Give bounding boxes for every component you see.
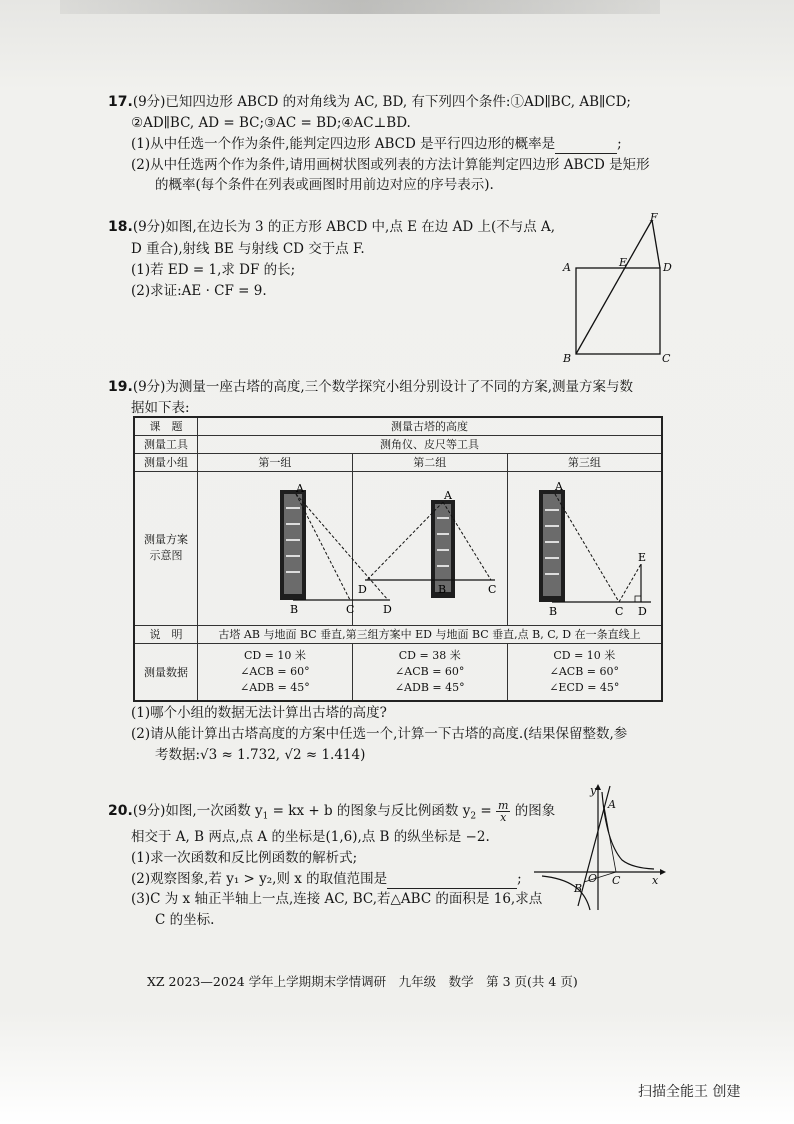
q17-line5: 的概率(每个条件在列表或画图时用前边对应的序号表示). [155, 177, 494, 193]
label-C: C [615, 604, 624, 618]
q17-line1: 17.(9分)已知四边形 ABCD 的对角线为 AC, BD, 有下列四个条件:①AD∥BC, AB∥CD; [108, 94, 631, 110]
label-C: C [487, 582, 497, 596]
scan-shadow [60, 0, 660, 14]
label-A: A [563, 261, 571, 274]
label-A: A [608, 798, 616, 811]
right-angle-mark [635, 596, 641, 602]
cell-group2: 第二组 [352, 453, 507, 471]
cell-topic: 测量古塔的高度 [198, 417, 663, 435]
table-row [134, 435, 662, 453]
cell-data-group3: CD = 10 米 ∠ACB = 60° ∠ECD = 45° [507, 643, 662, 701]
cell-scheme-group3 [507, 471, 662, 625]
q18-line3: (1)若 ED = 1,求 DF 的长; [131, 262, 296, 278]
q19-number: 19. [108, 379, 133, 395]
cell-data-header: 测量数据 [134, 643, 198, 701]
table-row [134, 643, 662, 701]
label-E: E [638, 550, 647, 564]
q19-line4: (2)请从能计算出古塔高度的方案中任选一个,计算一下古塔的高度.(结果保留整数,参 [131, 726, 628, 742]
cell-note: 古塔 AB 与地面 BC 垂直,第三组方案中 ED 与地面 BC 垂直,点 B, C, D 在一条直线上 [198, 625, 663, 643]
scheme-figure-group1 [200, 472, 392, 622]
answer-blank [387, 870, 517, 889]
page-footer: XZ 2023—2024 学年上学期期末学情调研 九年级 数学 第 3 页(共 4 页) [147, 974, 578, 989]
cell-group3: 第三组 [507, 453, 662, 471]
label-B: B [563, 352, 572, 365]
cell-tools: 测角仪、皮尺等工具 [198, 435, 663, 453]
q18-line4: (2)求证:AE · CF = 9. [131, 283, 267, 299]
label-C: C [612, 874, 621, 887]
scheme-figure-group3 [509, 472, 659, 622]
cell-scheme-group2 [352, 471, 507, 625]
q19-line2: 据如下表: [131, 400, 190, 416]
label-O: O [588, 872, 598, 885]
hyperbola-branch-q3 [542, 876, 590, 910]
cell-tools-header: 测量工具 [134, 435, 198, 453]
q20-function-graph [532, 782, 667, 912]
x-axis-arrow [660, 869, 666, 875]
q18-square-figure [560, 210, 675, 365]
label-D: D [357, 582, 367, 596]
q18-line1: 18.(9分)如图,在边长为 3 的正方形 ABCD 中,点 E 在边 AD 上(不与点 A, [108, 219, 556, 235]
label-y: y [590, 784, 597, 797]
label-B: B [549, 604, 558, 618]
q20-line2: 相交于 A, B 两点,点 A 的坐标是(1,6),点 B 的纵坐标是 −2. [131, 829, 490, 845]
label-B: B [437, 582, 446, 596]
q20-line6: C 的坐标. [155, 912, 215, 928]
q20-line4: (2)观察图象,若 y₁ > y₂,则 x 的取值范围是 ; [131, 871, 522, 887]
label-A: A [443, 488, 452, 502]
table-row [134, 625, 662, 643]
q19-line1: 19.(9分)为测量一座古塔的高度,三个数学探究小组分别设计了不同的方案,测量方案与数 [108, 379, 634, 395]
label-B: B [574, 882, 583, 895]
q18-number: 18. [108, 219, 133, 235]
cell-scheme-group1 [198, 471, 392, 625]
answer-blank [555, 135, 617, 154]
q19-line3: (1)哪个小组的数据无法计算出古塔的高度? [131, 705, 387, 721]
label-x: x [652, 874, 659, 887]
scheme-figure-group2 [355, 472, 505, 622]
cell-data-group1: CD = 10 米 ∠ACB = 60° ∠ADB = 45° [198, 643, 353, 701]
label-E: E [619, 256, 628, 269]
measurement-table [133, 416, 663, 702]
label-C: C [662, 352, 671, 365]
q18-line2: D 重合),射线 BE 与射线 CD 交于点 F. [131, 241, 365, 257]
segment-fd [652, 220, 660, 268]
label-D: D [663, 261, 672, 274]
q17-number: 17. [108, 94, 133, 110]
label-C: C [345, 602, 355, 616]
q17-line3: (1)从中任选一个作为条件,能判定四边形 ABCD 是平行四边形的概率是 ; [131, 136, 622, 152]
scanner-watermark: 扫描全能王 创建 [638, 1084, 741, 1100]
label-D: D [382, 602, 392, 616]
q20-line1: 20.(9分)如图,一次函数 $y_1$ = kx + b 的图象与反比例函数 $y_2$ = $\frac{m}{x}$ 的图象 [108, 799, 556, 824]
label-B: B [289, 602, 298, 616]
table-row [134, 471, 662, 625]
q20-number: 20. [108, 803, 133, 819]
q17-line2: ②AD∥BC, AD = BC;③AC = BD;④AC⊥BD. [131, 115, 411, 131]
cell-group-header: 测量小组 [134, 453, 198, 471]
linear-function-line [578, 786, 610, 906]
segment-ac [604, 806, 616, 872]
cell-data-group2: CD = 38 米 ∠ACB = 60° ∠ADB = 45° [352, 643, 507, 701]
label-D: D [638, 604, 648, 618]
q20-line3: (1)求一次函数和反比例函数的解析式; [131, 850, 358, 866]
label-F: F [650, 211, 658, 224]
table-row [134, 417, 662, 435]
q19-line5: 考数据:√3 ≈ 1.732, √2 ≈ 1.414) [155, 747, 366, 763]
table-row [134, 453, 662, 471]
label-A: A [555, 479, 564, 493]
q20-line5: (3)C 为 x 轴正半轴上一点,连接 AC, BC,若△ABC 的面积是 16,求点 [131, 891, 543, 907]
cell-scheme-header: 测量方案示意图 [134, 471, 198, 625]
label-A: A [295, 481, 304, 495]
cell-topic-header: 课 题 [134, 417, 198, 435]
cell-note-header: 说 明 [134, 625, 198, 643]
q17-line4: (2)从中任选两个作为条件,请用画树状图或列表的方法计算能判定四边形 ABCD 是矩形 [131, 157, 650, 173]
fraction-m-over-x: $\frac{m}{x}$ [497, 799, 509, 824]
ray-bf [576, 220, 652, 354]
cell-group1: 第一组 [198, 453, 353, 471]
